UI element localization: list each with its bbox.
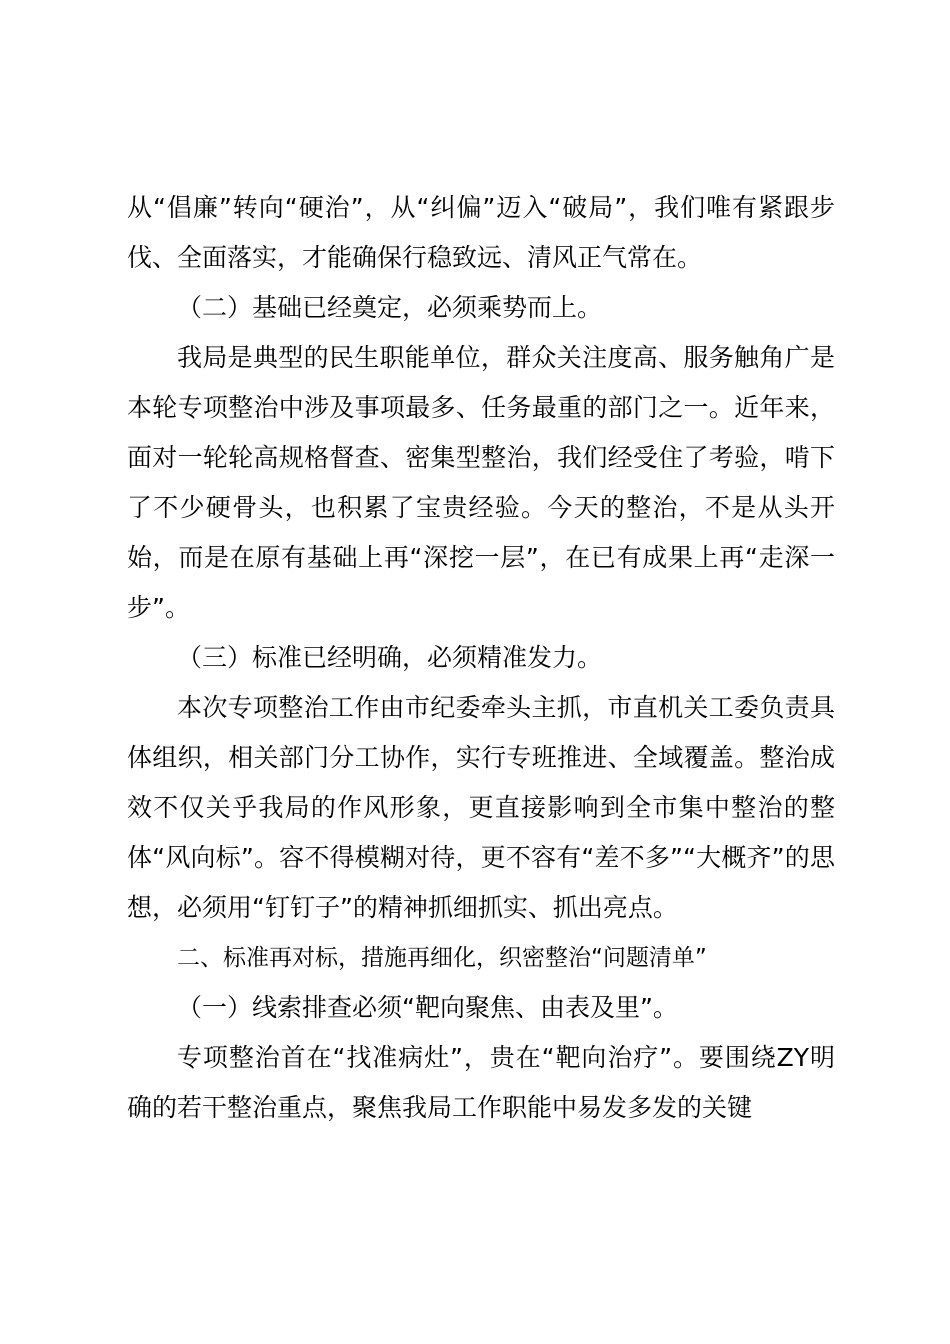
document-body <box>127 183 835 1133</box>
paragraph-clue-screening: 专项整治首在“找准病灶”，贵在“靶向治疗”。要围绕ZY明确的若干整治重点，聚焦我局工作职能中易发多发的关键 <box>127 1043 835 1122</box>
subheading-clue-screening: （一）线索排查必须“靶向聚焦、由表及里”。 <box>177 993 678 1022</box>
paragraph-standards: 本次专项整治工作由市纪委牵头主抓，市直机关工委负责具体组织，相关部门分工协作，实行专班推进、全域覆盖。整治成效不仅关乎我局的作风形象，更直接影响到全市集中整治的整体“风向标”。容不得模糊对待，更不容有“差不多”“大概齐”的思想，必须用“钉钉子”的精神抓细抓实、抓出亮点。 <box>127 693 835 922</box>
subheading-foundation: （二）基础已经奠定，必须乘势而上。 <box>177 293 603 322</box>
subheading-standards: （三）标准已经明确，必须精准发力。 <box>177 643 603 672</box>
paragraph-continuation: 从“倡廉”转向“硬治”，从“纠偏”迈入“破局”，我们唯有紧跟步伐、全面落实，才能确保行稳致远、清风正气常在。 <box>127 193 835 272</box>
section-heading-two: 二、标准再对标，措施再细化，织密整治“问题清单” <box>177 945 707 971</box>
paragraph-foundation: 我局是典型的民生职能单位，群众关注度高、服务触角广是本轮专项整治中涉及事项最多、任务最重的部门之一。近年来，面对一轮轮高规格督查、密集型整治，我们经受住了考验，啃下了不少硬骨头，也积累了宝贵经验。今天的整治，不是从头开始，而是在原有基础上再“深挖一层”，在已有成果上再“走深一步”。 <box>127 343 835 622</box>
